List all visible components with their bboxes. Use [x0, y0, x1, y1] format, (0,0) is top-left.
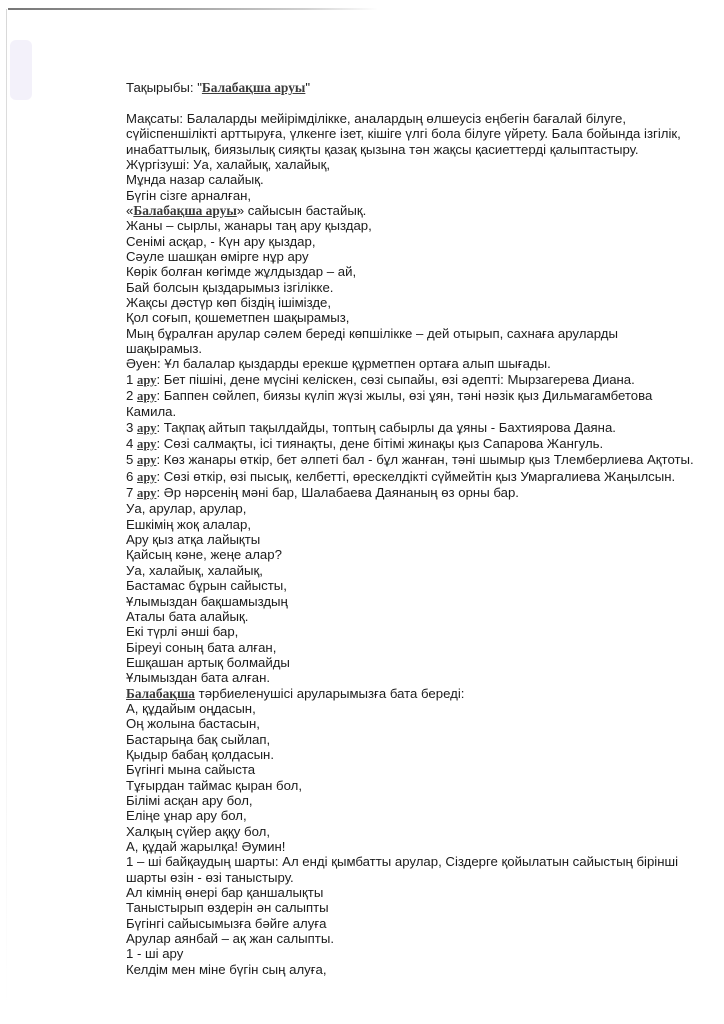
poem-line: Біреуі соның бата алған,	[126, 639, 277, 655]
contest-rest: » сайысын бастайық.	[236, 202, 367, 218]
document-title	[126, 80, 696, 95]
contestant-number: 4	[126, 436, 134, 452]
aru-label: ару	[137, 420, 157, 435]
blessing-line: Оң жолына бастасын,	[126, 716, 260, 732]
intro-line: Жүргізуші: Уа, халайық, халайық,	[126, 156, 331, 172]
contest-line	[126, 203, 696, 218]
aru-label: ару	[137, 469, 157, 484]
poem-line: Ешқашан артық болмайды	[126, 654, 290, 670]
intro-line: Мұнда назар салайық.	[126, 172, 264, 188]
poem-line: Сенімі асқар, - Күн ару қыздар,	[126, 233, 316, 249]
aru-label: ару	[137, 389, 157, 404]
music-line: Әуен: Ұл балалар қыздарды ерекше құрметпен ортаға алып шығады.	[126, 356, 551, 372]
poem-line: Қол соғып, қошеметпен шақырамыз,	[126, 310, 350, 326]
poem-line: Қайсың кәне, жеңе алар?	[126, 547, 282, 563]
blessing-line: Халқың сүйер аққу бол,	[126, 823, 270, 839]
document-page	[126, 80, 696, 977]
blessing-intro	[126, 686, 696, 701]
scan-smudge	[10, 40, 32, 100]
poem-line: Ұлымыздан бата алған.	[126, 670, 271, 686]
contestant-line	[126, 436, 696, 452]
contestant-line	[126, 388, 696, 420]
blessing-line: Қыдыр бабаң қолдасын.	[126, 746, 275, 762]
poem-line: Уа, арулар, арулар,	[126, 501, 247, 517]
poem-line: Келдім мен міне бүгін сың алуға,	[126, 961, 327, 977]
poem-line: 1 - ші ару	[126, 946, 184, 962]
contest-open-quote: «	[126, 202, 134, 218]
title-prefix: Тақырыбы: "	[126, 80, 202, 95]
blessing-line: Еліңе ұнар ару бол,	[126, 808, 247, 824]
blessing-line: Бастарыңа бақ сыйлап,	[126, 731, 271, 747]
contestant-line	[126, 372, 696, 388]
contestant-number: 3	[126, 419, 134, 435]
contestant-text: : Сөзі өткір, өзі пысық, келбетті, өрескелдікті сүймейтін қыз Умаргалиева Жаңылсын.	[156, 468, 676, 484]
contestant-text: : Сөзі салмақты, ісі тиянақты, дене бітімі жинақы қыз Сапарова Жангуль.	[156, 436, 604, 452]
contestant-line	[126, 420, 696, 436]
contestant-text: : Көз жанары өткір, бет әлпеті бал - бұл жанған, тәні шымыр қыз Тлемберлиева Ақтоты.	[156, 452, 694, 468]
contestant-line	[126, 485, 696, 501]
blessing-line: Тұғырдан таймас қыран бол,	[126, 777, 303, 793]
contestant-text: : Баппен сөйлеп, биязы күліп жүзі жылы, өзі ұян, тәні нәзік қыз Дильмагамбетова Камила.	[126, 388, 653, 420]
poem-line: Жаны – сырлы, жанары таң ару қыздар,	[126, 218, 372, 234]
blessing-line: А, құдай жарылқа! Әумин!	[126, 839, 286, 854]
blessing-line: Білімі асқан ару бол,	[126, 792, 253, 808]
blessing-line: А, құдайым оңдасын,	[126, 700, 256, 716]
poem-line: Көрік болған көгімде жұлдыздар – ай,	[126, 264, 357, 280]
poem-line: Сәуле шашқан өмірге нұр ару	[126, 248, 309, 264]
poem-line: Ешкімің жоқ алалар,	[126, 516, 251, 532]
contestant-number: 1	[126, 371, 134, 387]
poem-line: Ұлымыздан бақшамыздың	[126, 593, 288, 609]
title-suffix: "	[305, 80, 311, 95]
poem-line: Ару қыз атқа лайықты	[126, 532, 261, 548]
aru-label: ару	[137, 453, 157, 468]
poem-line: Екі түрлі әнші бар,	[126, 624, 239, 640]
title-emphasis: Балабақша аруы	[201, 80, 306, 95]
poem-line: Жақсы дәстүр көп біздің ішімізде,	[126, 294, 332, 310]
invite-paragraph: Мың бұралған арулар сәлем береді көпшілікке – дей отырып, сахнаға аруларды шақырамыз.	[126, 325, 618, 356]
contestant-text: : Тақпақ айтып тақылдайды, топтың сабырлы да ұяны - Бахтиярова Даяна.	[156, 419, 616, 435]
contest-emphasis: Балабақша аруы	[133, 202, 237, 218]
intro-line: Бүгін сізге арналған,	[126, 187, 252, 203]
poem-line: Аталы бата алайық.	[126, 608, 249, 624]
contestant-number: 7	[126, 485, 134, 501]
poem-line: Ал кімнің өнері бар қаншалықты	[126, 885, 324, 901]
contestant-text: : Бет пішіні, дене мүсіні келіскен, сөзі сыпайы, өзі әдепті: Мырзагерева Диана.	[156, 371, 635, 387]
contestant-number: 2	[126, 388, 134, 404]
round1-paragraph: 1 – ші байқаудың шарты: Ал енді қымбатты арулар, Сіздерге қойылатын сайыстың бірінші шарты өзін - өзі таныстыру.	[126, 854, 679, 885]
contestant-line	[126, 452, 696, 468]
blessing-rest: тәрбиеленушісі аруларымызға бата береді:	[194, 685, 465, 701]
poem-line: Таныстырып өздерін ән салыпты	[126, 900, 329, 916]
poem-line: Уа, халайық, халайық,	[126, 562, 263, 578]
poem-line: Арулар аянбай – ақ жан салыпты.	[126, 931, 334, 947]
aru-label: ару	[137, 372, 157, 387]
poem-line: Бастамас бұрын сайысты,	[126, 578, 287, 594]
scan-edge-left	[6, 9, 7, 1009]
poem-line: Бай болсын қыздарымыз ізгілікке.	[126, 279, 334, 295]
goal-paragraph: Мақсаты: Балаларды мейірімділікке, аналардың өлшеусіз еңбегін бағалай білуге, сүйіспеншілікті арттыруға, үлкенге ізет, кішіге үлгі бола білуге үйрету. Бала бойында ізгілік, инабаттылық, биязылық сияқты қазақ қызына тән жақсы қасиеттерді қалыптастыру.	[126, 110, 681, 157]
scan-edge-top	[8, 8, 378, 10]
blessing-emphasis: Балабақша	[126, 685, 195, 701]
contestant-number: 6	[126, 468, 134, 484]
contestant-line	[126, 469, 696, 485]
contestant-number: 5	[126, 452, 134, 468]
poem-line: Бүгінгі сайысымызға бәйге алуға	[126, 915, 327, 931]
blessing-line: Бүгінгі мына сайыста	[126, 762, 256, 778]
contestant-text: : Әр нәрсенің мәні бар, Шалабаева Даянаның өз орны бар.	[156, 485, 519, 501]
aru-label: ару	[137, 486, 157, 501]
aru-label: ару	[137, 437, 157, 452]
